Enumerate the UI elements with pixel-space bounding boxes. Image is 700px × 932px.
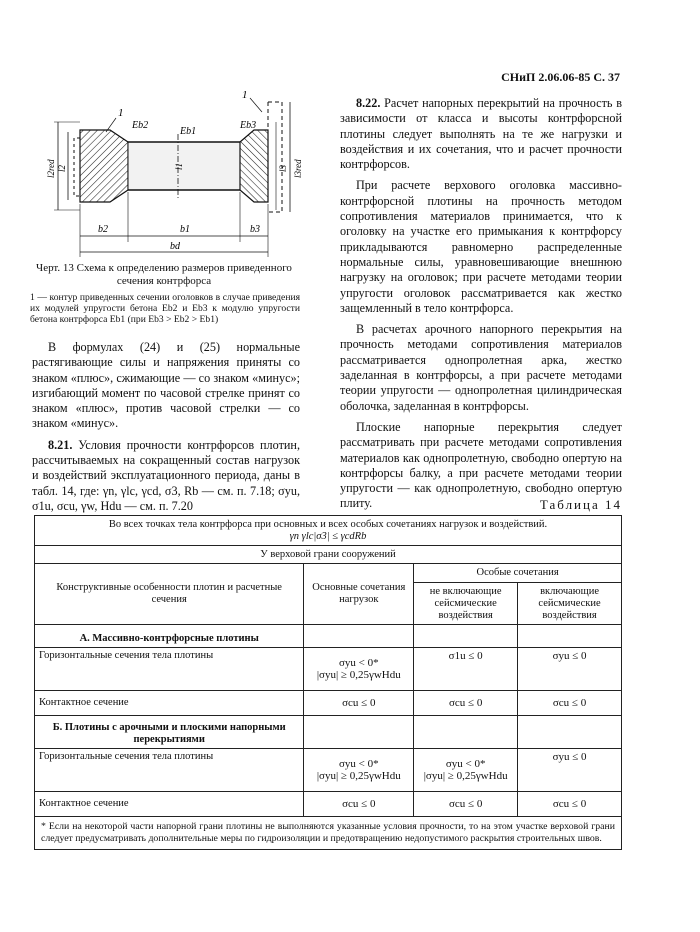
buttress-section-diagram [18, 82, 308, 262]
cond-a-c-basic: σcu ≤ 0 [304, 691, 414, 716]
label-1-left: 1 [118, 107, 124, 119]
table-top-formula: γn γlc|σ3| ≤ γcdRb [289, 530, 367, 542]
cond-a-c-seismic: σcu ≤ 0 [518, 691, 622, 716]
label-l2: l2 [57, 164, 67, 172]
label-1-right: 1 [242, 89, 248, 101]
cond-b-c-basic: σcu ≤ 0 [304, 792, 414, 817]
clause-number-8-22: 8.22. [356, 96, 381, 110]
label-b2: b2 [98, 224, 108, 235]
cond-b-h-no-seismic-1: σyu < 0* [445, 758, 486, 770]
cond-b-h-no-seismic-2: |σyu| ≥ 0,25γwHdu [423, 770, 508, 782]
cond-b-c-no-seismic: σcu ≤ 0 [414, 792, 518, 817]
section-b-title: Б. Плотины с арочными и плоскими напорными перекрытиями [35, 716, 304, 749]
section-a-title: А. Массивно-контрфорсные плотины [35, 625, 304, 648]
label-eb3: Eb3 [240, 120, 257, 131]
cell-b-horizontal-no-seismic [414, 749, 518, 792]
table-row [35, 564, 622, 583]
empty-cell [414, 625, 518, 648]
table-top-note-cell [35, 516, 622, 546]
empty-cell [304, 625, 414, 648]
right-column [340, 96, 622, 512]
table-row [35, 648, 622, 691]
upstream-face-header: У верховой грани сооружений [35, 546, 622, 564]
row-label-contact-a: Контактное сечение [35, 691, 304, 716]
paragraph-upstream-head: При расчете верхового оголовка массивно-контрфорсной плотины на прочность методом сопротивления материалов принимается, что к оголовку на участке его примыкания к контрфорсу прикладываются равномерно распределенные нормальные силы, уравновешивающие внешнюю нагрузку на оголовок; при расчете методами теории упругости оголовок рассматривается как жестко защемленный в тело контрфорса. [340, 178, 622, 315]
reduced-contour-left [74, 138, 80, 196]
table-row [35, 516, 622, 546]
figure-13 [18, 82, 308, 262]
cond-b-h-basic-1: σyu < 0* [338, 758, 379, 770]
row-label-horizontal-a: Горизонтальные сечения тела плотины [35, 648, 304, 691]
cell-b-horizontal-basic [304, 749, 414, 792]
label-l1: l1 [174, 162, 184, 170]
empty-cell [304, 716, 414, 749]
col-header-basic: Основные сочетания нагрузок [304, 564, 414, 625]
table-row [35, 792, 622, 817]
table-footnote: * Если на некоторой части напорной грани плотины не выполняются указанные условия прочности, то на этом участке верховой грани следует предусматривать дополнительные меры по гидроизоляции и предотвращению недопустимого раскрытия строительных швов. [34, 817, 622, 850]
table-row [35, 546, 622, 564]
cond-a-h-no-seismic: σ1u ≤ 0 [414, 648, 518, 691]
col-header-special: Особые сочетания [414, 564, 622, 583]
clause-number-8-21: 8.21. [48, 437, 73, 452]
label-b1: b1 [180, 224, 190, 235]
row-label-contact-b: Контактное сечение [35, 792, 304, 817]
cond-a-h-seismic: σyu ≤ 0 [518, 648, 622, 691]
col-header-seismic: включающие сейсмические воздействия [518, 583, 622, 625]
cond-a-h-basic-1: σyu < 0* [338, 657, 379, 669]
paragraph-formulas-signs: В формулах (24) и (25) нормальные растягивающие силы и напряжения приняты со знаком «плюс», сжимающие — со знаком «минус»; изгибающий момент по часовой стрелке принят со знаком «плюс», против часовой стрелки — со знаком «минус». [32, 340, 300, 431]
left-column [32, 340, 300, 514]
table-row [35, 716, 622, 749]
table-top-note: Во всех точках тела контрфорса при основных и всех особых сочетаниях нагрузок и воздействий. [108, 518, 548, 530]
paragraph-arch-slab: В расчетах арочного напорного перекрытия на прочность методами сопротивления материалов рассматривается однопролетная арка, жестко заделанная в контрфорсы, а при расчете методами теории упругости — однопролетная цилиндрическая оболочка, заделанная в контрфорсы. [340, 322, 622, 413]
clause-text-8-21: Условия прочности контрфорсов плотин, рассчитываемых на сокращенный состав нагрузок и воздействий эксплуатационного периода, даны в табл. 14, где: γn, γlc, γcd, σ3, Rb — см. п. 7.18; σyu, σ1u, σcu, γw, Hdu — см. п. 7.20 [32, 437, 300, 513]
label-bd: bd [170, 241, 180, 252]
running-header: СНиП 2.06.06-85 С. 37 [501, 70, 620, 84]
label-l3: l3 [278, 164, 288, 172]
table-title: Таблица 14 [539, 497, 622, 512]
web-shape [128, 142, 240, 190]
paragraph-flat-slab: Плоские напорные перекрытия следует рассматривать при расчете методами сопротивления материалов как однопролетную, свободно опертую на контрфорсы балку, а при расчете методами теории упругости — как однопролетную, свободно опертую плиту. [340, 419, 622, 511]
row-label-horizontal-b: Горизонтальные сечения тела плотины [35, 749, 304, 792]
col-header-no-seismic: не включающие сейсмические воздействия [414, 583, 518, 625]
cond-b-h-basic-2: |σyu| ≥ 0,25γwHdu [316, 770, 401, 782]
table-14 [34, 515, 622, 817]
right-head-shape [240, 130, 268, 202]
cond-a-c-no-seismic: σcu ≤ 0 [414, 691, 518, 716]
reduced-contour-right [268, 102, 282, 212]
label-eb2: Eb2 [132, 120, 149, 131]
empty-cell [518, 625, 622, 648]
cond-b-c-seismic: σcu ≤ 0 [518, 792, 622, 817]
cell-a-horizontal-basic [304, 648, 414, 691]
table-row [35, 691, 622, 716]
label-b3: b3 [250, 224, 260, 235]
paragraph-8-22 [340, 96, 622, 172]
left-head-shape [80, 130, 128, 202]
label-l2red: l2red [46, 159, 56, 178]
cond-b-h-seismic: σyu ≤ 0 [518, 749, 622, 792]
figure-caption: Черт. 13 Схема к определению размеров приведенного сечения контрфорса [36, 262, 292, 287]
col-header-design: Конструктивные особенности плотин и расчетные сечения [35, 564, 304, 625]
label-eb1: Eb1 [180, 126, 197, 137]
label-l3red: l3red [293, 159, 303, 178]
empty-cell [518, 716, 622, 749]
table-row [35, 749, 622, 792]
paragraph-8-21 [32, 438, 300, 514]
clause-text-8-22: Расчет напорных перекрытий на прочность в зависимости от класса и высоты контрфорсной плотины следует выполнять на те же нагрузки и воздействия и их сочетания, что и расчет прочности контрфорсов. [340, 96, 622, 172]
table-row [35, 625, 622, 648]
cond-a-h-basic-2: |σyu| ≥ 0,25γwHdu [316, 669, 401, 681]
empty-cell [414, 716, 518, 749]
figure-legend: 1 — контур приведенных сечении оголовков в случае приведения их модулей упругости бетона Eb2 и Eb3 к модулю упругости бетона контрфорса Eb1 (при Eb3 > Eb2 > Eb1) [30, 292, 300, 326]
